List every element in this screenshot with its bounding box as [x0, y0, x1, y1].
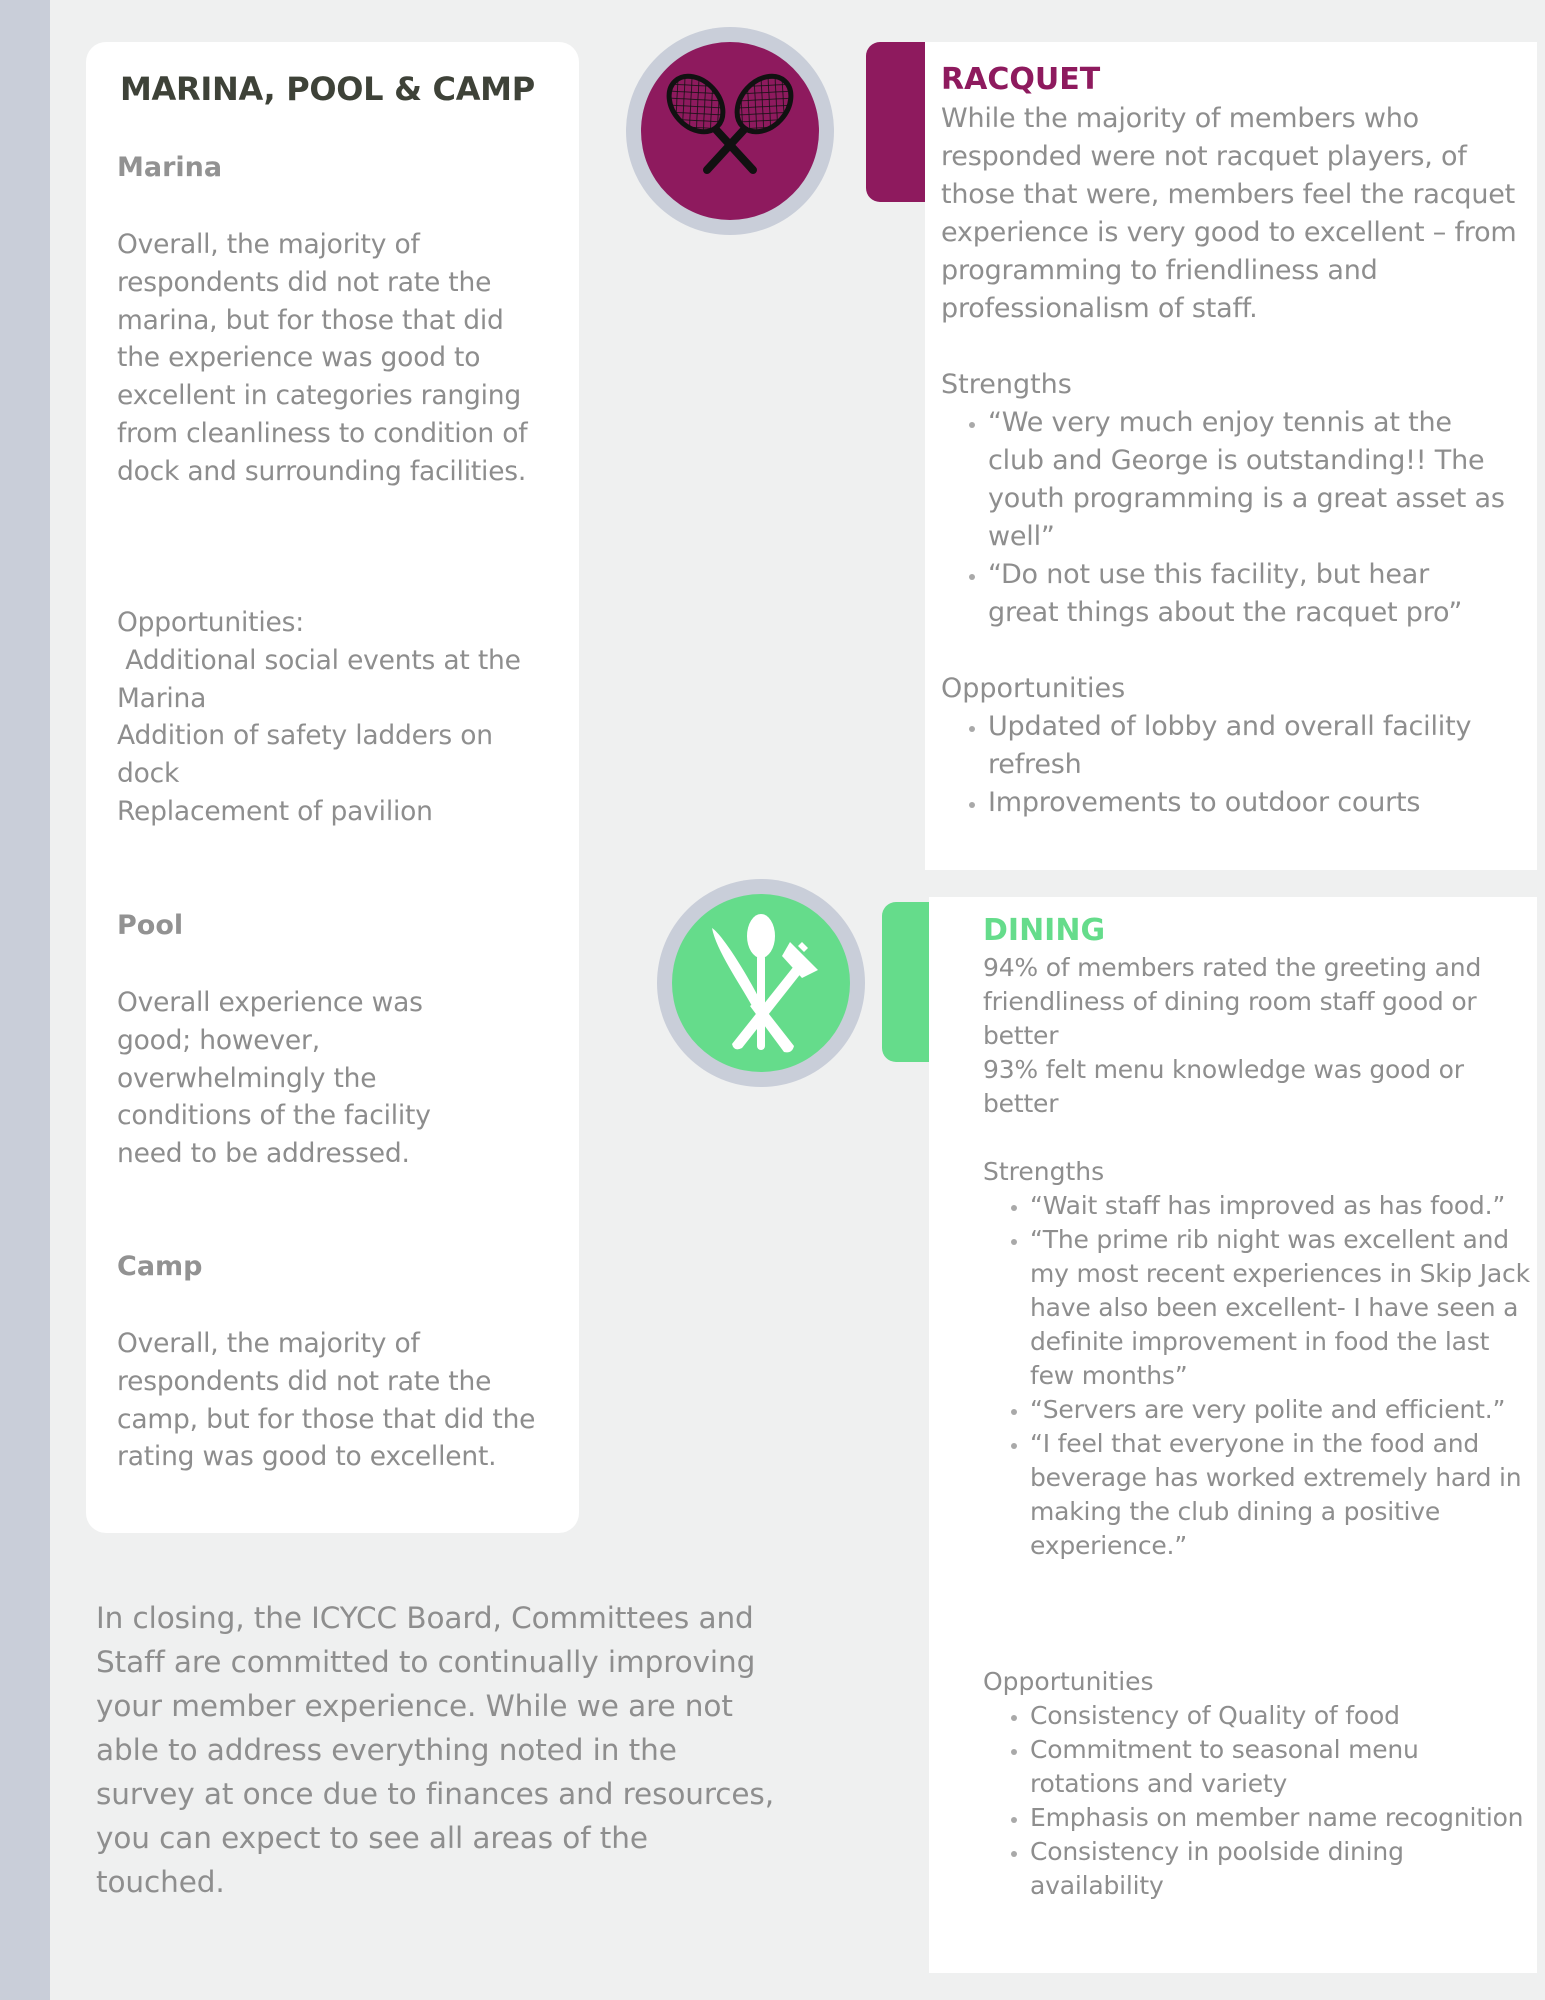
racquet-strengths-label: Strengths	[941, 369, 1072, 400]
marina-opportunities	[117, 604, 537, 831]
dining-strengths-label: Strengths	[983, 1157, 1105, 1186]
list-item: • Emphasis on member name recognition	[1030, 1801, 1530, 1835]
opportunity-item: Addition of safety ladders on dock	[117, 720, 493, 790]
dining-title: DINING	[983, 913, 1106, 948]
list-item: • Improvements to outdoor courts	[988, 784, 1528, 822]
sidebar-strip	[0, 0, 50, 2000]
opportunity-item: Replacement of pavilion	[117, 795, 433, 827]
opportunities-label: Opportunities:	[117, 607, 304, 638]
dining-strengths-list	[983, 1189, 1530, 1563]
dining-stat-greeting: 94% of members rated the greeting and friendliness of dining room staff good or better	[983, 953, 1482, 1050]
pool-paragraph: Overall experience was good; however, overwhelmingly the conditions of the facility need to be addressed.	[117, 987, 431, 1170]
list-item: • Consistency of Quality of food	[1030, 1699, 1530, 1733]
racquet-summary: While the majority of members who responded were not racquet players, of those that were, members feel the racquet experience is very good to excellent – from programming to friendliness and professionalism of staff.	[941, 103, 1517, 324]
racquet-opportunities-label: Opportunities	[941, 673, 1126, 704]
dining-opportunities-label: Opportunities	[983, 1667, 1154, 1696]
racquet-strengths-list	[941, 404, 1506, 632]
list-item: • “Wait staff has improved as has food.”	[1030, 1189, 1530, 1223]
list-item: • “Servers are very polite and efficient.”	[1030, 1393, 1530, 1427]
dining-stat-menu: 93% felt menu knowledge was good or better	[983, 1055, 1464, 1118]
crossed-racquets-icon	[641, 42, 819, 220]
list-item: • Updated of lobby and overall facility refresh	[988, 708, 1528, 784]
pool-heading: Pool	[117, 910, 184, 941]
list-item: • “I feel that everyone in the food and beverage has worked extremely hard in making the club dining a positive experience.”	[1030, 1427, 1530, 1563]
list-item: • “The prime rib night was excellent and my most recent experiences in Skip Jack have also been excellent- I have seen a definite improvement in food the last few months”	[1030, 1223, 1530, 1393]
racquet-opportunities-list	[941, 708, 1528, 822]
camp-paragraph: Overall, the majority of respondents did not rate the camp, but for those that did the rating was good to excellent.	[117, 1328, 536, 1473]
list-item: • “We very much enjoy tennis at the club and George is outstanding!! The youth programming is a great asset as well”	[988, 404, 1506, 556]
camp-heading: Camp	[117, 1251, 203, 1282]
closing-paragraph: In closing, the ICYCC Board, Committees and Staff are committed to continually improving your member experience. While we are not able to address everything noted in the survey at once due to finances and resources, you can expect to see all areas of the touched.	[96, 1601, 774, 1899]
racquet-card	[925, 42, 1537, 870]
opportunity-item: Additional social events at the Marina	[117, 644, 529, 714]
card-title: MARINA, POOL & CAMP	[120, 70, 535, 108]
list-item: • Consistency in poolside dining availability	[1030, 1835, 1530, 1903]
dining-card	[929, 897, 1537, 1973]
marina-heading: Marina	[117, 152, 223, 183]
dining-opportunities-list	[983, 1699, 1530, 1903]
racquet-title: RACQUET	[941, 62, 1101, 97]
list-item: • Commitment to seasonal menu rotations and variety	[1030, 1733, 1530, 1801]
utensils-icon	[672, 894, 850, 1072]
list-item: • “Do not use this facility, but hear great things about the racquet pro”	[988, 556, 1506, 632]
marina-pool-camp-card	[86, 42, 579, 1533]
marina-paragraph: Overall, the majority of respondents did not rate the marina, but for those that did the experience was good to excellent in categories ranging from cleanliness to condition of dock and surrounding facilities.	[117, 229, 528, 487]
